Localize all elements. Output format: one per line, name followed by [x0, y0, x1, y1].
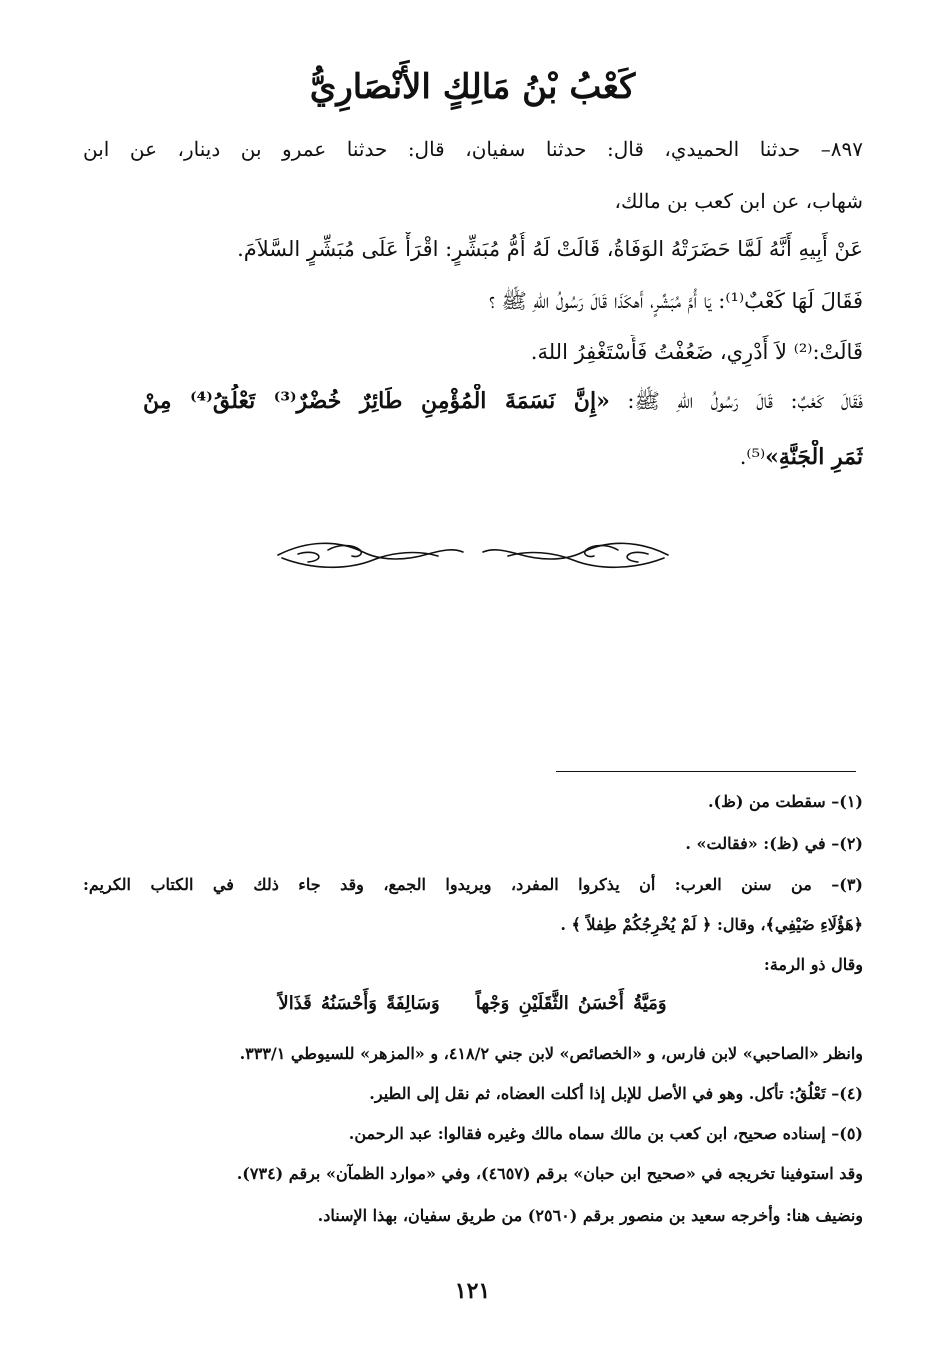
footnote-separator [556, 771, 856, 772]
footnote-4: (٤)– تَعْلُقُ: تأكل. وهو في الأصل للإبل إذا أكلت العضاه، ثم نقل إلى الطير. [369, 1084, 863, 1103]
verse-first-hemistich: وَمَيَّةُ أَحْسَنُ الثَّقَلَيْنِ وَجْهاً [475, 993, 667, 1014]
footnote-ref-5: ⁽⁵⁾. [739, 445, 766, 469]
footnote-3-line-1: (٣)– من سنن العرب: أن يذكروا المفرد، ويريدوا الجمع، وقد جاء ذلك في الكتاب الكريم: [83, 875, 863, 894]
hadith-line-2: فَقَالَ لَهَا كَعْبٌ⁽¹⁾: يَا أُمَّ مُبَشِّرٍ، أَهكَذَا قَالَ رَسُولُ اللهِ ﷺ ؟ [488, 289, 863, 313]
hadith-line-3: قَالَتْ:⁽²⁾ لاَ أَدْرِي، ضَعُفْتُ فَأَسْتَغْفِرُ اللهَ. [530, 340, 863, 364]
hadith-line-1: عَنْ أَبِيهِ أَنَّهُ لَمَّا حَضَرَتْهُ الوَفَاةُ، قَالَتْ لَهُ أُمُّ مُبَشِّرٍ: اقْرَأْ عَلَى مُبَشِّرٍ السَّلاَمَ. [237, 237, 863, 261]
footnote-3-line-2: ﴿هَؤُلَاءِ ضَيْفِي﴾، وقال: ﴿ لَمْ يُخْرِجُكُمْ طِفلاً ﴾ . [560, 915, 863, 934]
footnote-5-line-3: ونضيف هنا: وأخرجه سعيد بن منصور برقم (٢٥٦٠) من طريق سفيان، بهذا الإسناد. [317, 1206, 863, 1225]
footnote-3-line-3: وقال ذو الرمة: [763, 955, 863, 974]
hadith-line-4 [143, 384, 863, 418]
footnote-3-line-4: وانظر «الصاحبي» لابن فارس، و «الخصائص» لابن جني ٤١٨/٢، و «المزهر» للسيوطي ٣٣٣/١. [239, 1044, 863, 1063]
footnote-1: (١)– سقطت من (ظ). [707, 792, 863, 811]
hadith-prophetic-text: «إِنَّ نَسَمَةَ الْمُؤْمِنِ طَائِرٌ خُضْرٌ⁽³⁾ تَعْلُقُ⁽⁴⁾ مِنْ [143, 388, 610, 414]
footnote-2: (٢)– في (ظ): «فقالت» . [685, 834, 863, 853]
hadith-narration: فَقَالَ كَعْبٌ: قَالَ رَسُولُ اللهِ ﷺ: [627, 389, 863, 413]
footnote-5-line-2: وقد استوفينا تخريجه في «صحيح ابن حبان» برقم (٤٦٥٧)، وفي «موارد الظمآن» برقم (٧٣٤). [236, 1164, 863, 1183]
poetry-verse [0, 988, 945, 1020]
hadith-line-5 [83, 440, 863, 474]
isnad-line-2: شهاب، عن ابن كعب بن مالك، [614, 189, 863, 213]
verse-second-hemistich: وَسَالِفَةً وَأَحْسَنُهُ قَذَالاً [278, 993, 440, 1014]
page-number: ١٢١ [454, 1278, 491, 1304]
ornament-divider-icon [268, 530, 678, 580]
footnote-5-line-1: (٥)– إسناده صحيح، ابن كعب بن مالك سماه مالك وغيره فقالوا: عبد الرحمن. [348, 1124, 863, 1143]
hadith-prophetic-text-end: ثَمَرِ الْجَنَّةِ» [765, 444, 863, 470]
isnad-line-1: ٨٩٧– حدثنا الحميدي، قال: حدثنا سفيان، قال: حدثنا عمرو بن دينار، عن ابن [83, 137, 863, 161]
chapter-title: كَعْبُ بْنُ مَالِكٍ الأَنْصَارِيُّ [309, 67, 636, 107]
